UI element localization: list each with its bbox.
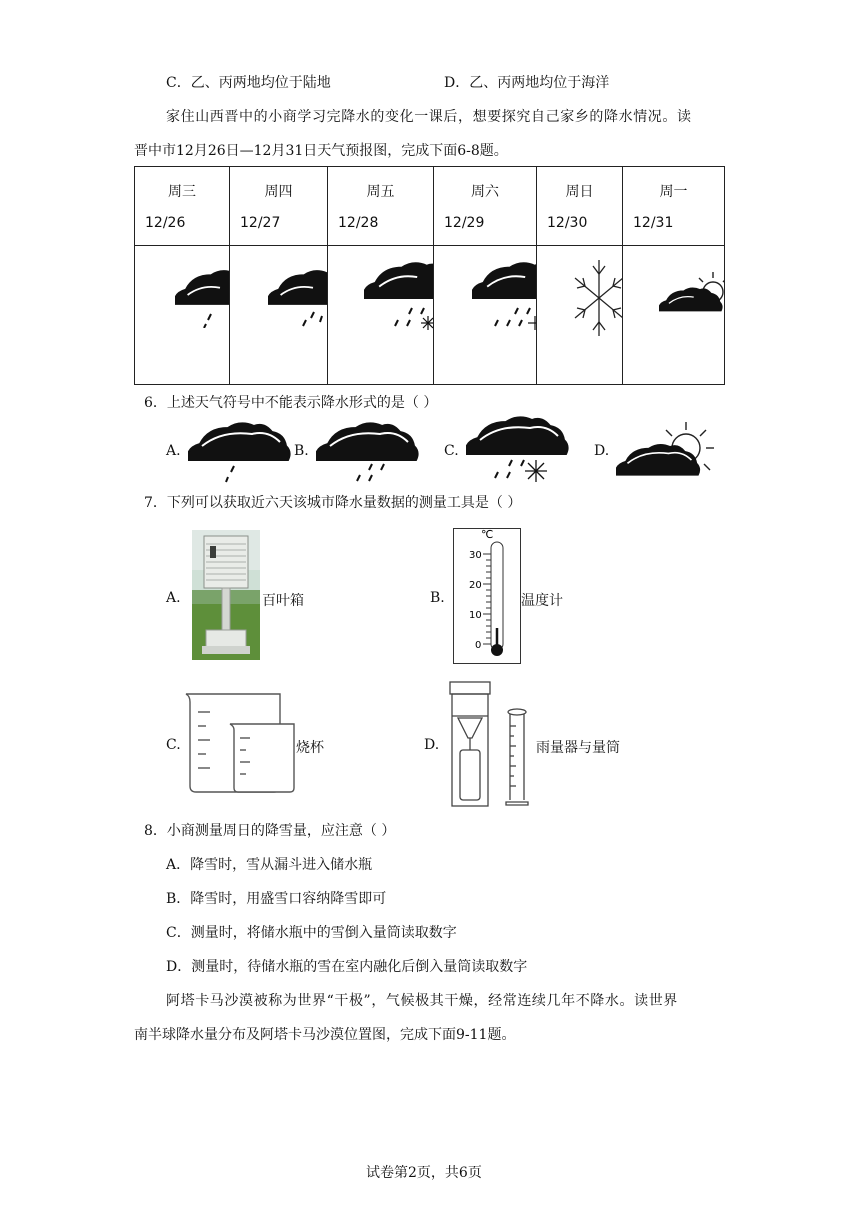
q6-option-d-cloud-sun-icon[interactable]	[616, 418, 718, 480]
forecast-header-cell	[328, 167, 434, 246]
cloud-light-rain-icon	[268, 268, 328, 328]
forecast-day: 周一	[659, 184, 688, 200]
forecast-icon-cell	[230, 246, 328, 385]
q6-option-a-letter[interactable]: A.	[166, 443, 181, 459]
q6-option-b-letter[interactable]: B.	[294, 443, 309, 459]
thermometer-tick: 30	[469, 550, 482, 561]
q6-option-c-cloud-sleet-icon[interactable]	[466, 414, 574, 486]
forecast-icon-cell	[537, 246, 623, 385]
q6-option-c-letter[interactable]: C.	[444, 443, 459, 459]
q6-option-a-cloud-rain-icon[interactable]	[188, 420, 294, 486]
q7-option-d-label: 雨量器与量筒	[536, 740, 620, 756]
snowflake-icon	[573, 256, 623, 340]
stevenson-screen-photo[interactable]	[192, 530, 260, 660]
rain-gauge-and-cylinder-icon[interactable]	[448, 678, 532, 808]
q8-option-d[interactable]: D．测量时，待储水瓶的雪在室内融化后倒入量筒读取数字	[166, 959, 528, 975]
forecast-header-cell	[135, 167, 230, 246]
page-footer: 试卷第2页，共6页	[366, 1165, 482, 1181]
forecast-date: 12/31	[633, 215, 674, 231]
forecast-header-cell	[434, 167, 537, 246]
forecast-header-cell	[230, 167, 328, 246]
beakers-icon[interactable]	[184, 690, 296, 794]
forecast-date: 12/26	[145, 215, 186, 231]
forecast-icon-cell	[623, 246, 725, 385]
thermometer-tick: 20	[469, 580, 482, 591]
q8-option-b[interactable]: B．降雪时，用盛雪口容纳降雪即可	[166, 891, 387, 907]
weather-forecast-table	[134, 166, 725, 385]
thermometer-tick: 10	[469, 610, 482, 621]
q7-option-c-letter[interactable]: C.	[166, 737, 181, 753]
q7-stem: 7．下列可以获取近六天该城市降水量数据的测量工具是（ ）	[144, 495, 522, 511]
cloud-sun-icon	[659, 270, 725, 328]
intro-9-11-line2: 南半球降水量分布及阿塔卡马沙漠位置图，完成下面9-11题。	[134, 1027, 516, 1043]
forecast-icon-cell	[328, 246, 434, 385]
forecast-day: 周四	[264, 184, 293, 200]
forecast-day: 周五	[366, 184, 395, 200]
q7-option-b-letter[interactable]: B.	[430, 590, 445, 606]
intro-6-8-line2: 晋中市12月26日—12月31日天气预报图，完成下面6-8题。	[134, 143, 508, 159]
thermometer-tick: 0	[475, 640, 482, 651]
thermometer-icon[interactable]	[453, 528, 521, 664]
q7-option-c-label: 烧杯	[296, 740, 324, 756]
q5-option-d[interactable]: D．乙、丙两地均位于海洋	[444, 75, 610, 91]
cloud-light-rain-icon	[175, 268, 230, 328]
q6-stem: 6．上述天气符号中不能表示降水形式的是（ ）	[144, 395, 438, 411]
q7-option-a-label: 百叶箱	[262, 593, 304, 609]
forecast-icon-cell	[135, 246, 230, 385]
thermometer-unit: ℃	[481, 528, 494, 541]
q8-option-a[interactable]: A．降雪时，雪从漏斗进入储水瓶	[166, 857, 373, 873]
forecast-day: 周日	[565, 184, 594, 200]
q5-option-c[interactable]: C．乙、丙两地均位于陆地	[166, 75, 331, 91]
cloud-sleet-icon	[472, 260, 537, 334]
q6-option-b-cloud-rain-icon[interactable]	[316, 420, 422, 486]
q6-option-d-letter[interactable]: D.	[594, 443, 610, 459]
q8-option-c[interactable]: C．测量时，将储水瓶中的雪倒入量筒读取数字	[166, 925, 457, 941]
intro-6-8-line1: 家住山西晋中的小商学习完降水的变化一课后，想要探究自己家乡的降水情况。读	[166, 109, 692, 125]
q7-option-a-letter[interactable]: A.	[166, 590, 181, 606]
intro-9-11-line1: 阿塔卡马沙漠被称为世界“干极”，气候极其干燥，经常连续几年不降水。读世界	[166, 993, 678, 1009]
forecast-header-cell	[537, 167, 623, 246]
forecast-date: 12/30	[547, 215, 588, 231]
q8-stem: 8．小商测量周日的降雪量，应注意（ ）	[144, 823, 396, 839]
forecast-date: 12/27	[240, 215, 281, 231]
forecast-day: 周三	[168, 184, 196, 200]
q7-option-b-label: 温度计	[521, 593, 563, 609]
cloud-sleet-icon	[364, 260, 434, 334]
forecast-icon-cell	[434, 246, 537, 385]
forecast-date: 12/29	[444, 215, 485, 231]
forecast-day: 周六	[471, 184, 499, 200]
q7-option-d-letter[interactable]: D.	[424, 737, 440, 753]
forecast-date: 12/28	[338, 215, 379, 231]
forecast-header-cell	[623, 167, 725, 246]
